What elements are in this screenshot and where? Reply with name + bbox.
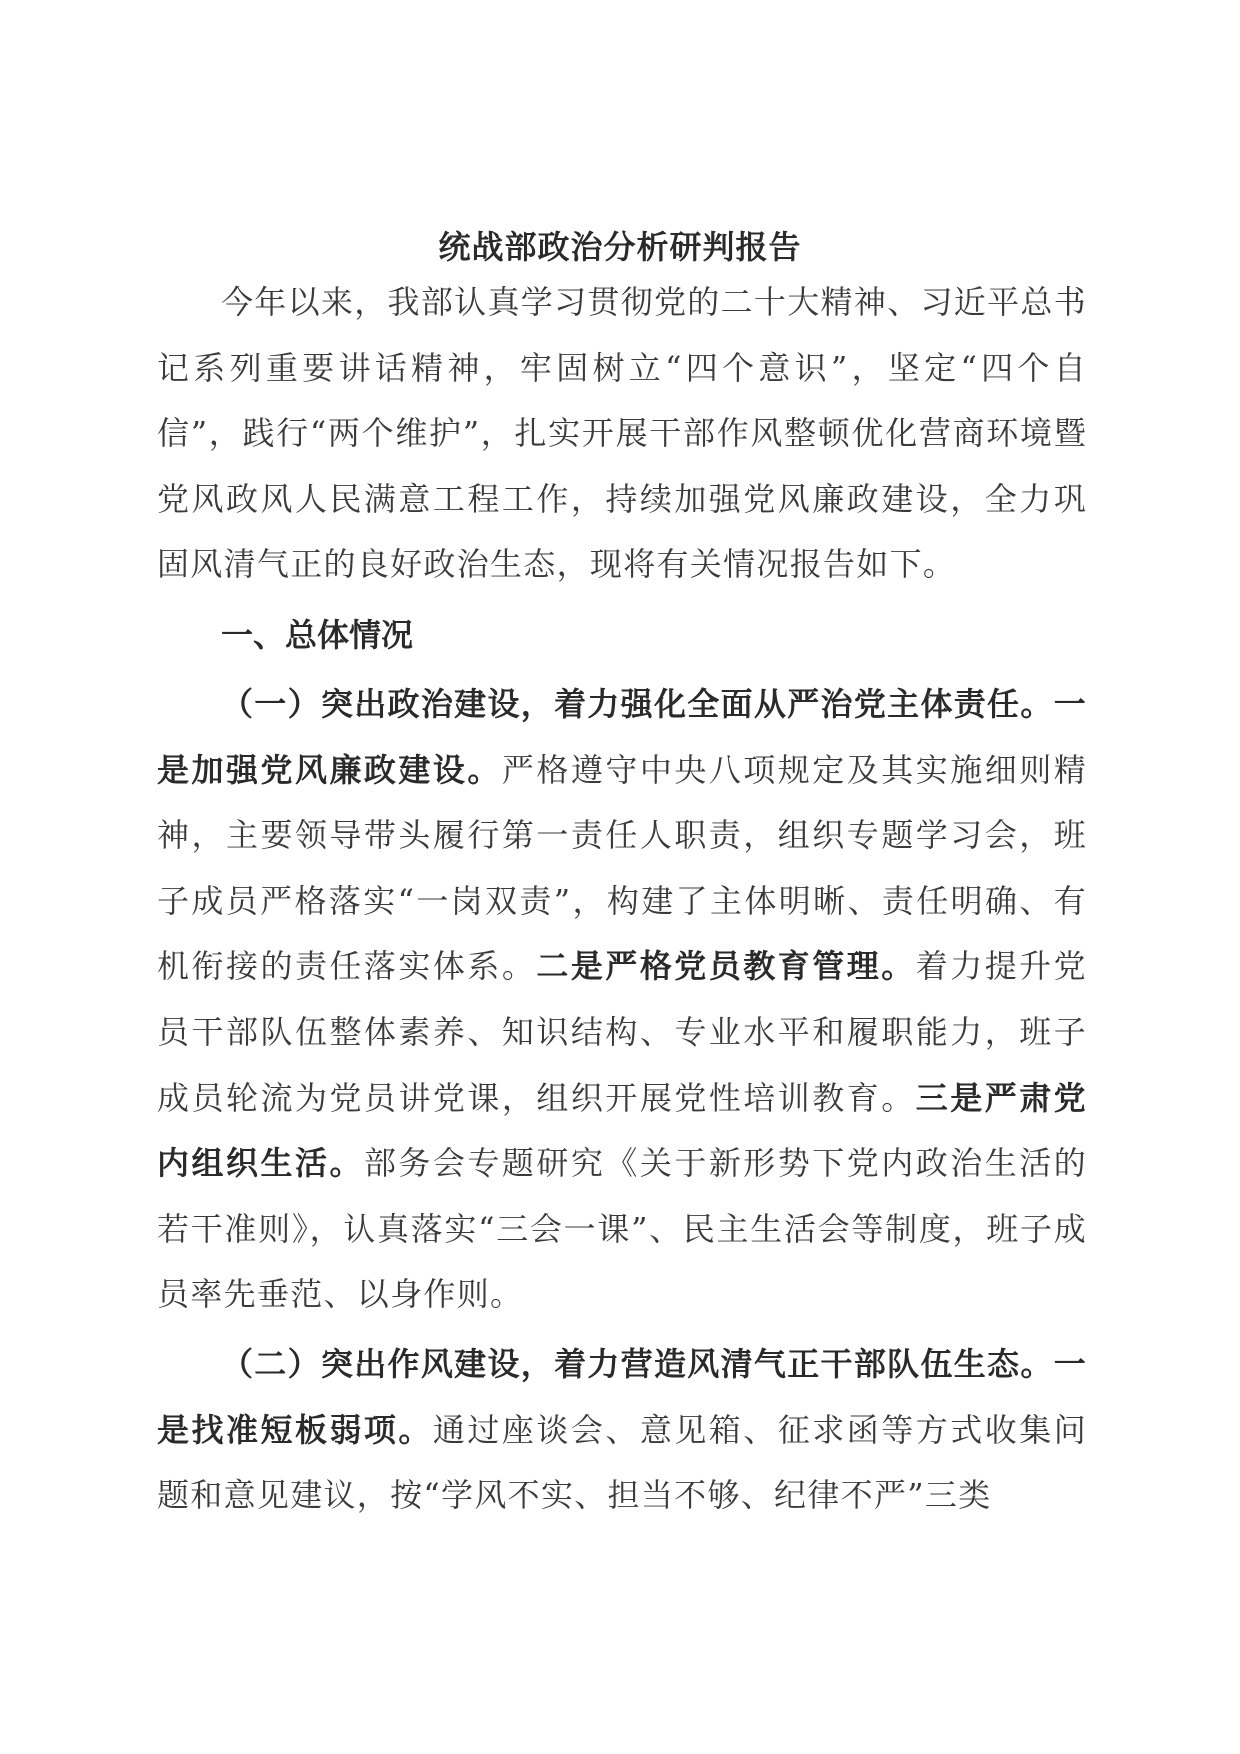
document-title: 统战部政治分析研判报告 <box>438 228 802 266</box>
subsection-style-construction <box>157 1332 1087 1529</box>
point-lead: 一是加强党风廉政建设。 <box>157 684 1087 789</box>
point-text: 着力提升党员干部队伍整体素养、知识结构、专业水平和履职能力，班子成员轮流为党员讲党课，组织开展党性培训教育。 <box>157 947 1087 1117</box>
subsection-heading: （一）突出政治建设，着力强化全面从严治党主体责任。 <box>221 684 1054 723</box>
subsection-political-construction <box>157 672 1087 1328</box>
intro-paragraph: 今年以来，我部认真学习贯彻党的二十大精神、习近平总书记系列重要讲话精神，牢固树立“四个意识”，坚定“四个自信”，践行“两个维护”，扎实开展干部作风整顿优化营商环境暨党风政风人民满意工程工作，持续加强党风廉政建设，全力巩固风清气正的良好政治生态，现将有关情况报告如下。 <box>157 283 1087 584</box>
document-body <box>157 270 1087 1529</box>
point-lead: 一是找准短板弱项。 <box>157 1344 1087 1449</box>
point-text: 严格遵守中央八项规定及其实施细则精神，主要领导带头履行第一责任人职责，组织专题学习会，班子成员严格落实“一岗双责”，构建了主体明晰、责任明确、有机衔接的责任落实体系。 <box>157 750 1087 986</box>
point-lead: 二是严格党员教育管理。 <box>536 947 916 986</box>
subsection-heading: （二）突出作风建设，着力营造风清气正干部队伍生态。 <box>221 1344 1054 1383</box>
point-text: 通过座谈会、意见箱、征求函等方式收集问题和意见建议，按“学风不实、担当不够、纪律不严”三类 <box>157 1410 1087 1515</box>
point-lead: 三是严肃党内组织生活。 <box>157 1078 1087 1183</box>
point-text: 部务会专题研究《关于新形势下党内政治生活的若干准则》，认真落实“三会一课”、民主生活会等制度，班子成员率先垂范、以身作则。 <box>157 1144 1087 1314</box>
section-heading-overall: 一、总体情况 <box>221 615 414 654</box>
